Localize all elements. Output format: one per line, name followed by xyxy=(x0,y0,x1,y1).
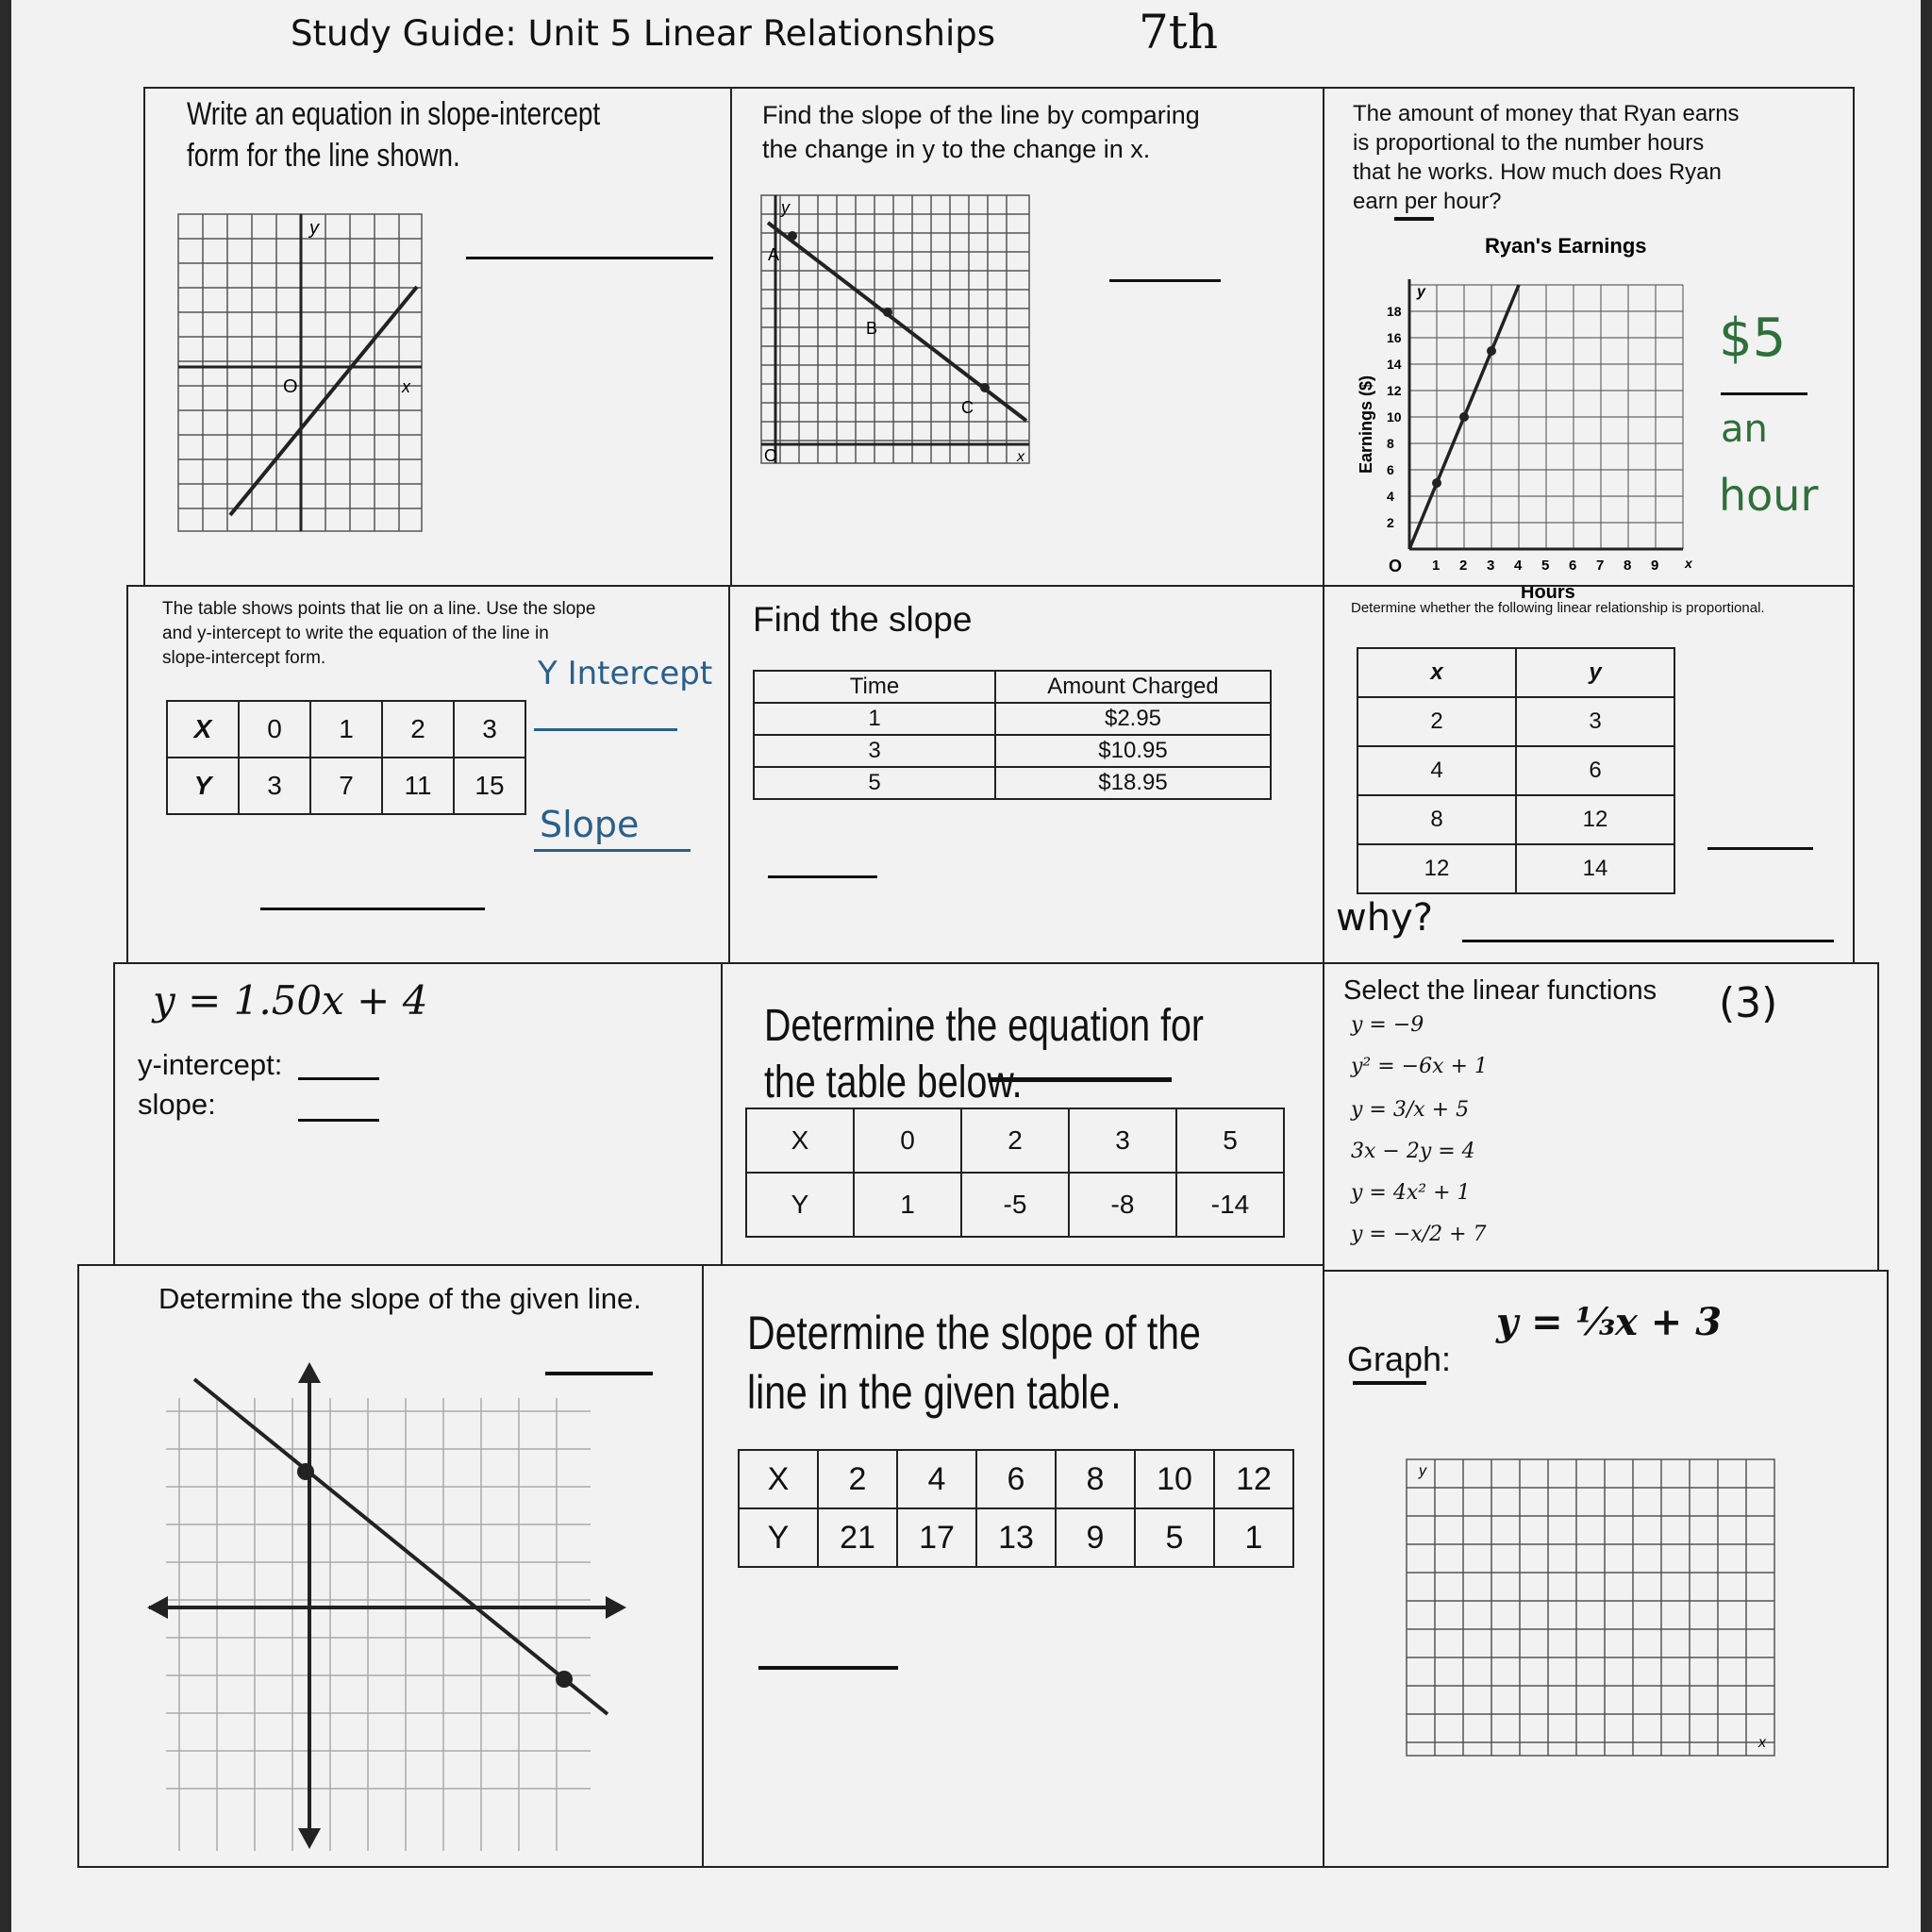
coordinate-graph xyxy=(760,194,1030,466)
table-cell: 1 xyxy=(754,703,995,735)
table-cell: 1 xyxy=(1214,1508,1293,1567)
problem-cell-3 xyxy=(1323,87,1855,603)
origin-label: O xyxy=(283,376,298,397)
prompt-text: Find the slope xyxy=(753,600,973,639)
table-cell: 10 xyxy=(1135,1450,1214,1508)
answer-blank[interactable] xyxy=(1707,847,1813,850)
table-cell: 21 xyxy=(818,1508,897,1567)
table-cell: 1 xyxy=(854,1173,961,1237)
table-cell: 5 xyxy=(754,767,995,799)
answer-blank[interactable] xyxy=(989,1077,1172,1082)
x-tick-label: 6 xyxy=(1569,558,1577,574)
table-cell: 0 xyxy=(239,701,310,758)
origin-label: O xyxy=(764,446,778,465)
origin-label: O xyxy=(1389,557,1403,575)
prompt-line: The amount of money that Ryan earns xyxy=(1353,101,1740,126)
line-point-marker xyxy=(297,1463,314,1480)
y-tick-label: 2 xyxy=(1387,515,1394,530)
y-tick-label: 12 xyxy=(1387,383,1402,398)
coordinate-graph xyxy=(177,213,425,534)
answer-blank[interactable] xyxy=(1462,940,1834,942)
option-item[interactable]: y² = −6x + 1 xyxy=(1351,1055,1488,1078)
table-cell: 3 xyxy=(1516,697,1674,746)
axis-label-y: y xyxy=(1417,284,1425,300)
point-b-label: B xyxy=(866,319,878,338)
xy-table xyxy=(166,700,526,815)
intercept-label: y-intercept: xyxy=(138,1048,283,1081)
table-cell: 14 xyxy=(1516,844,1674,893)
handwritten-note: hour xyxy=(1719,470,1819,521)
table-cell: -5 xyxy=(961,1173,1069,1237)
table-cell: $18.95 xyxy=(995,767,1271,799)
prompt-line: Write an equation in slope-intercept xyxy=(187,96,601,132)
equation: y = 1.50x + 4 xyxy=(153,977,428,1024)
prompt-line: and y-intercept to write the equation of the line in xyxy=(162,624,549,643)
problem-cell-12 xyxy=(1323,1270,1889,1868)
problem-cell-9 xyxy=(1323,962,1879,1272)
y-tick-label: 14 xyxy=(1387,357,1402,372)
data-point xyxy=(1487,346,1496,356)
data-table xyxy=(753,670,1272,800)
table-cell: 6 xyxy=(1516,746,1674,795)
handwritten-note: an xyxy=(1721,408,1768,451)
coordinate-graph xyxy=(147,1360,638,1851)
table-cell: -8 xyxy=(1069,1173,1176,1237)
table-header: y xyxy=(1516,648,1674,697)
option-item[interactable]: y = −x/2 + 7 xyxy=(1351,1223,1487,1246)
table-cell: 12 xyxy=(1516,795,1674,844)
table-cell: 17 xyxy=(897,1508,976,1567)
axis-label-y: y xyxy=(1419,1463,1426,1479)
slope-label: slope: xyxy=(138,1088,216,1121)
table-header: x xyxy=(1357,648,1516,697)
table-header: Y xyxy=(739,1508,818,1567)
prompt-text: Determine the slope of the given line. xyxy=(158,1282,641,1315)
table-cell: -14 xyxy=(1176,1173,1284,1237)
x-tick-label: 3 xyxy=(1487,558,1495,574)
table-header: X xyxy=(167,701,239,758)
answer-blank[interactable] xyxy=(466,257,713,259)
xy-table xyxy=(738,1449,1294,1568)
x-tick-label: 4 xyxy=(1514,558,1523,574)
problem-cell-1 xyxy=(143,87,732,587)
table-cell: 12 xyxy=(1357,844,1516,893)
prompt-line: slope-intercept form. xyxy=(162,648,326,668)
table-cell: 5 xyxy=(1135,1508,1214,1567)
table-header: X xyxy=(746,1108,854,1173)
y-tick-label: 8 xyxy=(1387,436,1394,451)
equation: y = ⅓x + 3 xyxy=(1496,1300,1723,1344)
table-cell: 12 xyxy=(1214,1450,1293,1508)
answer-blank[interactable] xyxy=(758,1666,898,1670)
table-cell: 0 xyxy=(854,1108,961,1173)
prompt-text: Determine the slope of the line in the given table. xyxy=(747,1307,1201,1419)
prompt-line: Find the slope of the line by comparing xyxy=(762,101,1200,129)
table-cell: 13 xyxy=(976,1508,1056,1567)
point-a-marker xyxy=(788,231,797,241)
point-b-marker xyxy=(883,308,892,317)
table-cell: $2.95 xyxy=(995,703,1271,735)
prompt-line: form for the line shown. xyxy=(187,138,460,174)
table-cell: 2 xyxy=(1357,697,1516,746)
table-cell: $10.95 xyxy=(995,735,1271,767)
data-point xyxy=(1459,412,1469,422)
line-point-marker xyxy=(556,1671,573,1688)
y-tick-label: 4 xyxy=(1387,489,1394,504)
handwritten-note: why? xyxy=(1336,896,1433,940)
x-tick-label: 7 xyxy=(1596,558,1605,574)
axis-label-x: x xyxy=(1017,449,1024,465)
table-header: Time xyxy=(754,671,995,703)
prompt-line: earn per hour? xyxy=(1353,189,1502,214)
table-cell: 4 xyxy=(897,1450,976,1508)
table-cell: 3 xyxy=(239,758,310,814)
problem-cell-2 xyxy=(730,87,1324,587)
x-tick-label: 1 xyxy=(1432,558,1441,574)
option-item[interactable]: 3x − 2y = 4 xyxy=(1351,1140,1475,1163)
table-cell: 7 xyxy=(310,758,382,814)
table-cell: 9 xyxy=(1056,1508,1135,1567)
answer-blank[interactable] xyxy=(298,1077,379,1080)
earnings-chart xyxy=(1343,232,1692,603)
problem-cell-5 xyxy=(728,585,1324,964)
underline-mark xyxy=(1394,217,1434,221)
table-cell: 3 xyxy=(1069,1108,1176,1173)
table-cell: 3 xyxy=(754,735,995,767)
xy-table xyxy=(1357,647,1675,894)
problem-cell-10 xyxy=(77,1264,704,1868)
problem-cell-7 xyxy=(113,962,723,1266)
blank-graph-grid[interactable] xyxy=(1406,1458,1777,1758)
page-title: Study Guide: Unit 5 Linear Relationships xyxy=(291,13,996,54)
table-cell: 8 xyxy=(1056,1450,1135,1508)
prompt-line: The table shows points that lie on a line. Use the slope xyxy=(162,599,596,619)
x-tick-label: 8 xyxy=(1624,558,1632,574)
answer-blank[interactable] xyxy=(1721,392,1807,395)
axis-label-x: x xyxy=(1758,1735,1766,1751)
y-axis-label: Earnings ($) xyxy=(1357,375,1375,474)
point-a-label: A xyxy=(768,245,780,264)
prompt-line: the change in y to the change in x. xyxy=(762,135,1151,163)
handwritten-note: (3) xyxy=(1719,979,1778,1027)
handwritten-note: Slope xyxy=(540,804,640,845)
table-cell: 8 xyxy=(1357,795,1516,844)
y-tick-label: 6 xyxy=(1387,462,1394,477)
table-header: Y xyxy=(746,1173,854,1237)
chart-title: Ryan's Earnings xyxy=(1485,234,1647,258)
underline-mark xyxy=(1353,1381,1426,1385)
y-tick-label: 10 xyxy=(1387,409,1402,425)
table-header: Amount Charged xyxy=(995,671,1271,703)
table-cell: 3 xyxy=(454,701,525,758)
problem-cell-6 xyxy=(1323,585,1855,964)
handwritten-grade: 7th xyxy=(1139,5,1219,59)
table-cell: 11 xyxy=(382,758,454,814)
problem-cell-4 xyxy=(126,585,730,964)
option-item[interactable]: y = 4x² + 1 xyxy=(1351,1181,1471,1205)
prompt-text: Select the linear functions xyxy=(1343,975,1657,1006)
problem-cell-8 xyxy=(721,962,1324,1266)
axis-label-x: x xyxy=(1685,556,1692,571)
prompt-line: is proportional to the number hours xyxy=(1353,130,1705,156)
prompt-line: that he works. How much does Ryan xyxy=(1353,159,1722,185)
table-cell: 2 xyxy=(961,1108,1069,1173)
table-cell: 15 xyxy=(454,758,525,814)
prompt-text: Determine whether the following linear relationship is proportional. xyxy=(1351,600,1765,616)
answer-blank[interactable] xyxy=(1109,279,1221,282)
y-tick-label: 16 xyxy=(1387,330,1402,345)
worksheet-page xyxy=(11,0,1921,1932)
table-cell: 2 xyxy=(382,701,454,758)
axis-label-y: y xyxy=(781,198,790,217)
answer-blank[interactable] xyxy=(260,908,485,910)
option-item[interactable]: y = 3/x + 5 xyxy=(1351,1098,1470,1122)
table-cell: 2 xyxy=(818,1450,897,1508)
y-tick-label: 18 xyxy=(1387,304,1402,319)
xy-table xyxy=(745,1108,1285,1238)
table-header: X xyxy=(739,1450,818,1508)
x-tick-label: 5 xyxy=(1541,558,1550,574)
problem-cell-11 xyxy=(702,1264,1324,1868)
axis-label-y: y xyxy=(309,218,319,239)
table-cell: 6 xyxy=(976,1450,1056,1508)
handwritten-answer: $5 xyxy=(1719,308,1787,369)
point-c-marker xyxy=(980,383,990,392)
prompt-text: Determine the equation for the table below. xyxy=(764,1001,1205,1108)
x-tick-label: 9 xyxy=(1651,558,1659,574)
table-cell: 5 xyxy=(1176,1108,1284,1173)
option-item[interactable]: y = −9 xyxy=(1351,1013,1424,1037)
table-cell: 1 xyxy=(310,701,382,758)
x-tick-label: 2 xyxy=(1459,558,1468,574)
point-c-label: C xyxy=(961,398,974,417)
axis-label-x: x xyxy=(402,377,410,396)
underline-mark xyxy=(534,728,677,731)
handwritten-note: Y Intercept xyxy=(538,655,713,692)
answer-blank[interactable] xyxy=(768,875,877,878)
graph-label: Graph: xyxy=(1347,1340,1452,1378)
data-point xyxy=(1432,478,1441,488)
x-axis-label: Hours xyxy=(1521,582,1575,603)
table-cell: 4 xyxy=(1357,746,1516,795)
underline-mark xyxy=(534,849,691,852)
table-header: Y xyxy=(167,758,239,814)
answer-blank[interactable] xyxy=(298,1119,379,1122)
